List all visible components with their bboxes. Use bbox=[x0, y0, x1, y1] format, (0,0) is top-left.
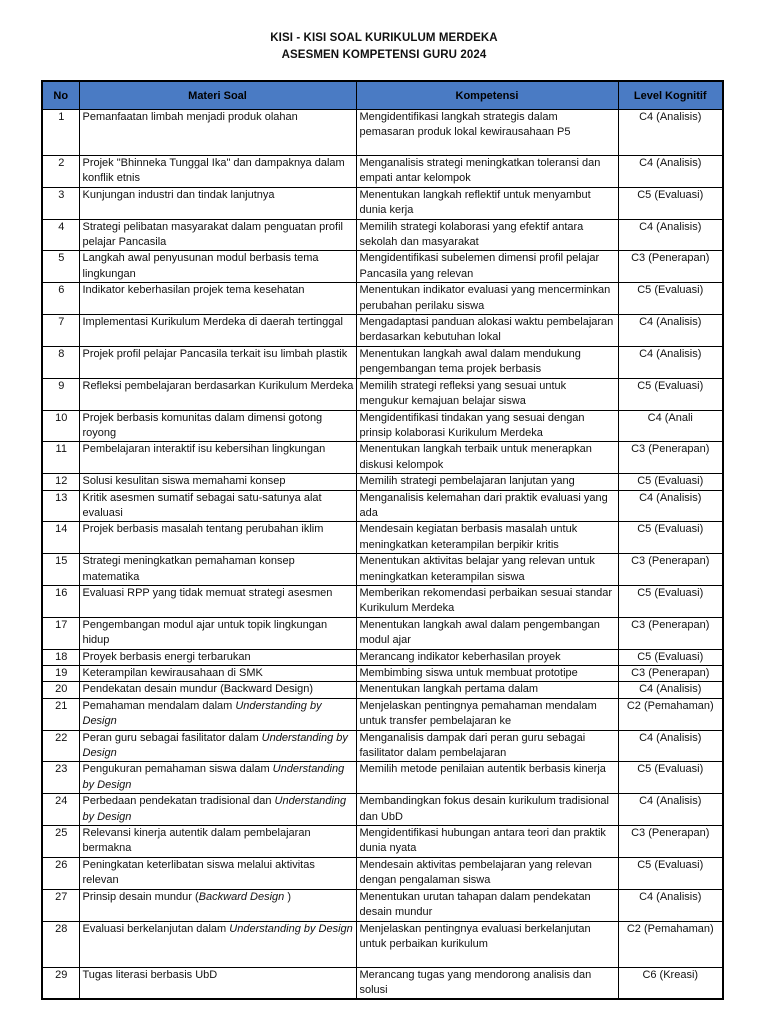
table-row bbox=[42, 794, 723, 826]
materi-soal-cell: Implementasi Kurikulum Merdeka di daerah tertinggal bbox=[79, 315, 356, 347]
row-number: 15 bbox=[42, 554, 79, 586]
table-row bbox=[42, 490, 723, 522]
kompetensi-cell: Menentukan langkah reflektif untuk menyambut dunia kerja bbox=[356, 187, 618, 219]
table-row bbox=[42, 967, 723, 999]
row-number: 28 bbox=[42, 921, 79, 967]
table-row bbox=[42, 682, 723, 698]
level-kognitif-cell: C4 (Analisis) bbox=[618, 490, 723, 522]
row-number: 10 bbox=[42, 410, 79, 442]
row-number: 4 bbox=[42, 219, 79, 251]
materi-text: Prinsip desain mundur ( bbox=[82, 890, 199, 903]
materi-soal-cell bbox=[79, 730, 356, 762]
level-kognitif-cell: C5 (Evaluasi) bbox=[618, 522, 723, 554]
materi-text: Pemahaman mendalam dalam bbox=[82, 699, 236, 712]
header-kompetensi: Kompetensi bbox=[356, 81, 618, 110]
table-row bbox=[42, 251, 723, 283]
materi-text: Pengukuran pemahaman siswa dalam bbox=[82, 763, 273, 776]
materi-soal-cell: Projek profil pelajar Pancasila terkait isu limbah plastik bbox=[79, 346, 356, 378]
materi-italic-term: Understanding by Design bbox=[82, 795, 347, 823]
level-kognitif-cell: C5 (Evaluasi) bbox=[618, 187, 723, 219]
materi-text: Peran guru sebagai fasilitator dalam bbox=[82, 731, 262, 744]
row-number: 8 bbox=[42, 346, 79, 378]
row-number: 13 bbox=[42, 490, 79, 522]
table-row bbox=[42, 474, 723, 490]
row-number: 1 bbox=[42, 110, 79, 156]
row-number: 11 bbox=[42, 442, 79, 474]
kompetensi-cell: Menganalisis dampak dari peran guru sebagai fasilitator dalam pembelajaran bbox=[356, 730, 618, 762]
kompetensi-cell: Mengidentifikasi langkah strategis dalam pemasaran produk lokal kewirausahaan P5 bbox=[356, 110, 618, 156]
level-kognitif-cell: C4 (Analisis) bbox=[618, 730, 723, 762]
kompetensi-cell: Menentukan urutan tahapan dalam pendekatan desain mundur bbox=[356, 889, 618, 921]
table-row bbox=[42, 410, 723, 442]
materi-soal-cell: Projek berbasis komunitas dalam dimensi gotong royong bbox=[79, 410, 356, 442]
table-row bbox=[42, 730, 723, 762]
title-line-2: ASESMEN KOMPETENSI GURU 2024 bbox=[281, 49, 487, 61]
table-row bbox=[42, 442, 723, 474]
level-kognitif-cell: C3 (Penerapan) bbox=[618, 442, 723, 474]
level-kognitif-cell: C5 (Evaluasi) bbox=[618, 762, 723, 794]
materi-soal-cell: Evaluasi RPP yang tidak memuat strategi asesmen bbox=[79, 585, 356, 617]
level-kognitif-cell: C4 (Analisis) bbox=[618, 794, 723, 826]
row-number: 17 bbox=[42, 617, 79, 649]
row-number: 19 bbox=[42, 666, 79, 682]
kompetensi-cell: Menganalisis strategi meningkatkan toleransi dan empati antar kelompok bbox=[356, 156, 618, 188]
kompetensi-cell: Menentukan langkah awal dalam mendukung pengembangan tema projek berbasis bbox=[356, 346, 618, 378]
kompetensi-cell: Mengidentifikasi hubungan antara teori dan praktik dunia nyata bbox=[356, 826, 618, 858]
kompetensi-cell: Membandingkan fokus desain kurikulum tradisional dan UbD bbox=[356, 794, 618, 826]
kompetensi-cell: Mengidentifikasi tindakan yang sesuai dengan prinsip kolaborasi Kurikulum Merdeka bbox=[356, 410, 618, 442]
kompetensi-cell: Menentukan aktivitas belajar yang relevan untuk meningkatkan keterampilan siswa bbox=[356, 554, 618, 586]
table-row bbox=[42, 889, 723, 921]
materi-soal-cell: Strategi pelibatan masyarakat dalam penguatan profil pelajar Pancasila bbox=[79, 219, 356, 251]
row-number: 5 bbox=[42, 251, 79, 283]
materi-soal-cell: Kritik asesmen sumatif sebagai satu-satunya alat evaluasi bbox=[79, 490, 356, 522]
kisi-kisi-table bbox=[41, 80, 724, 1000]
materi-soal-cell bbox=[79, 921, 356, 967]
row-number: 24 bbox=[42, 794, 79, 826]
materi-soal-cell: Refleksi pembelajaran berdasarkan Kurikulum Merdeka bbox=[79, 378, 356, 410]
kompetensi-cell: Memberikan rekomendasi perbaikan sesuai standar Kurikulum Merdeka bbox=[356, 585, 618, 617]
table-row bbox=[42, 110, 723, 156]
table-row bbox=[42, 283, 723, 315]
row-number: 20 bbox=[42, 682, 79, 698]
row-number: 6 bbox=[42, 283, 79, 315]
level-kognitif-cell: C4 (Analisis) bbox=[618, 346, 723, 378]
header-materi-soal: Materi Soal bbox=[79, 81, 356, 110]
table-row bbox=[42, 378, 723, 410]
materi-soal-cell: Tugas literasi berbasis UbD bbox=[79, 967, 356, 999]
table-row bbox=[42, 857, 723, 889]
level-kognitif-cell: C5 (Evaluasi) bbox=[618, 283, 723, 315]
materi-soal-cell: Pendekatan desain mundur (Backward Design) bbox=[79, 682, 356, 698]
materi-soal-cell: Strategi meningkatkan pemahaman konsep matematika bbox=[79, 554, 356, 586]
level-kognitif-cell: C4 (Analisis) bbox=[618, 889, 723, 921]
materi-soal-cell: Indikator keberhasilan projek tema kesehatan bbox=[79, 283, 356, 315]
kompetensi-cell: Membimbing siswa untuk membuat prototipe bbox=[356, 666, 618, 682]
materi-soal-cell: Relevansi kinerja autentik dalam pembelajaran bermakna bbox=[79, 826, 356, 858]
kompetensi-cell: Menentukan langkah terbaik untuk menerapkan diskusi kelompok bbox=[356, 442, 618, 474]
materi-soal-cell: Keterampilan kewirausahaan di SMK bbox=[79, 666, 356, 682]
kompetensi-cell: Mengadaptasi panduan alokasi waktu pembelajaran berdasarkan kebutuhan lokal bbox=[356, 315, 618, 347]
table-row bbox=[42, 219, 723, 251]
materi-soal-cell: Pengembangan modul ajar untuk topik lingkungan hidup bbox=[79, 617, 356, 649]
materi-italic-term: Understanding by Design bbox=[229, 922, 353, 935]
header-level-kognitif: Level Kognitif bbox=[618, 81, 723, 110]
level-kognitif-cell: C3 (Penerapan) bbox=[618, 251, 723, 283]
materi-soal-cell bbox=[79, 762, 356, 794]
materi-soal-cell: Pemanfaatan limbah menjadi produk olahan bbox=[79, 110, 356, 156]
header-no: No bbox=[42, 81, 79, 110]
document-title bbox=[0, 30, 768, 64]
table-header-row bbox=[42, 81, 723, 110]
kompetensi-cell: Mendesain kegiatan berbasis masalah untuk meningkatkan keterampilan berpikir kritis bbox=[356, 522, 618, 554]
materi-soal-cell: Projek "Bhinneka Tunggal Ika" dan dampaknya dalam konflik etnis bbox=[79, 156, 356, 188]
materi-soal-cell bbox=[79, 794, 356, 826]
level-kognitif-cell: C5 (Evaluasi) bbox=[618, 649, 723, 665]
kompetensi-cell: Merancang indikator keberhasilan proyek bbox=[356, 649, 618, 665]
kompetensi-cell: Merancang tugas yang mendorong analisis dan solusi bbox=[356, 967, 618, 999]
kompetensi-cell: Mengidentifikasi subelemen dimensi profil pelajar Pancasila yang relevan bbox=[356, 251, 618, 283]
materi-soal-cell bbox=[79, 889, 356, 921]
table-row bbox=[42, 554, 723, 586]
table-row bbox=[42, 187, 723, 219]
table-row bbox=[42, 698, 723, 730]
level-kognitif-cell: C3 (Penerapan) bbox=[618, 617, 723, 649]
table-row bbox=[42, 617, 723, 649]
table-row bbox=[42, 585, 723, 617]
table-body bbox=[42, 110, 723, 1000]
level-kognitif-cell: C2 (Pemahaman) bbox=[618, 921, 723, 967]
materi-italic-term: Understanding by Design bbox=[82, 699, 322, 728]
row-number: 25 bbox=[42, 826, 79, 858]
title-line-1: KISI - KISI SOAL KURIKULUM MERDEKA bbox=[270, 32, 498, 44]
materi-soal-cell: Peningkatan keterlibatan siswa melalui aktivitas relevan bbox=[79, 857, 356, 889]
materi-soal-cell: Solusi kesulitan siswa memahami konsep bbox=[79, 474, 356, 490]
kompetensi-cell: Menganalisis kelemahan dari praktik evaluasi yang ada bbox=[356, 490, 618, 522]
kompetensi-cell: Menentukan langkah awal dalam pengembangan modul ajar bbox=[356, 617, 618, 649]
materi-soal-cell bbox=[79, 698, 356, 730]
level-kognitif-cell: C4 (Analisis) bbox=[618, 315, 723, 347]
materi-text: Evaluasi berkelanjutan dalam bbox=[82, 922, 230, 935]
kompetensi-cell: Menentukan langkah pertama dalam bbox=[356, 682, 618, 698]
row-number: 21 bbox=[42, 698, 79, 730]
materi-soal-cell: Projek berbasis masalah tentang perubahan iklim bbox=[79, 522, 356, 554]
kompetensi-cell: Memilih strategi refleksi yang sesuai untuk mengukur kemajuan belajar siswa bbox=[356, 378, 618, 410]
materi-italic-term: Understanding by Design bbox=[82, 731, 348, 760]
materi-text-tail: ) bbox=[284, 890, 291, 903]
row-number: 18 bbox=[42, 649, 79, 665]
level-kognitif-cell: C4 (Analisis) bbox=[618, 682, 723, 698]
level-kognitif-cell: C6 (Kreasi) bbox=[618, 967, 723, 999]
kompetensi-cell: Mendesain aktivitas pembelajaran yang relevan dengan pengalaman siswa bbox=[356, 857, 618, 889]
table-row bbox=[42, 921, 723, 967]
kompetensi-cell: Menjelaskan pentingnya pemahaman mendalam untuk transfer pembelajaran ke bbox=[356, 698, 618, 730]
materi-italic-term: Backward Design bbox=[198, 890, 285, 903]
level-kognitif-cell: C3 (Penerapan) bbox=[618, 826, 723, 858]
kompetensi-cell: Menjelaskan pentingnya evaluasi berkelanjutan untuk perbaikan kurikulum bbox=[356, 921, 618, 967]
materi-soal-cell: Langkah awal penyusunan modul berbasis tema lingkungan bbox=[79, 251, 356, 283]
kompetensi-cell: Menentukan indikator evaluasi yang mencerminkan perubahan perilaku siswa bbox=[356, 283, 618, 315]
materi-soal-cell: Kunjungan industri dan tindak lanjutnya bbox=[79, 187, 356, 219]
materi-italic-term: Understanding by Design bbox=[82, 763, 345, 791]
level-kognitif-cell: C2 (Pemahaman) bbox=[618, 698, 723, 730]
level-kognitif-cell: C5 (Evaluasi) bbox=[618, 857, 723, 889]
level-kognitif-cell: C5 (Evaluasi) bbox=[618, 474, 723, 490]
level-kognitif-cell: C3 (Penerapan) bbox=[618, 554, 723, 586]
row-number: 22 bbox=[42, 730, 79, 762]
row-number: 27 bbox=[42, 889, 79, 921]
table-row bbox=[42, 156, 723, 188]
kompetensi-cell: Memilih strategi kolaborasi yang efektif antara sekolah dan masyarakat bbox=[356, 219, 618, 251]
level-kognitif-cell: C4 (Analisis) bbox=[618, 219, 723, 251]
level-kognitif-cell: C5 (Evaluasi) bbox=[618, 378, 723, 410]
table-row bbox=[42, 649, 723, 665]
materi-soal-cell: Pembelajaran interaktif isu kebersihan lingkungan bbox=[79, 442, 356, 474]
table-row bbox=[42, 346, 723, 378]
row-number: 9 bbox=[42, 378, 79, 410]
level-kognitif-cell: C3 (Penerapan) bbox=[618, 666, 723, 682]
level-kognitif-cell: C4 (Analisis) bbox=[618, 156, 723, 188]
level-kognitif-cell: C4 (Anali bbox=[618, 410, 723, 442]
row-number: 14 bbox=[42, 522, 79, 554]
table-row bbox=[42, 666, 723, 682]
table-row bbox=[42, 315, 723, 347]
kompetensi-cell: Memilih strategi pembelajaran lanjutan yang bbox=[356, 474, 618, 490]
row-number: 29 bbox=[42, 967, 79, 999]
row-number: 23 bbox=[42, 762, 79, 794]
level-kognitif-cell: C5 (Evaluasi) bbox=[618, 585, 723, 617]
level-kognitif-cell: C4 (Analisis) bbox=[618, 110, 723, 156]
kompetensi-cell: Memilih metode penilaian autentik berbasis kinerja bbox=[356, 762, 618, 794]
row-number: 3 bbox=[42, 187, 79, 219]
materi-text: Perbedaan pendekatan tradisional dan bbox=[82, 795, 275, 808]
table-row bbox=[42, 522, 723, 554]
row-number: 7 bbox=[42, 315, 79, 347]
row-number: 12 bbox=[42, 474, 79, 490]
row-number: 26 bbox=[42, 857, 79, 889]
row-number: 2 bbox=[42, 156, 79, 188]
row-number: 16 bbox=[42, 585, 79, 617]
materi-soal-cell: Proyek berbasis energi terbarukan bbox=[79, 649, 356, 665]
table-row bbox=[42, 826, 723, 858]
table-row bbox=[42, 762, 723, 794]
